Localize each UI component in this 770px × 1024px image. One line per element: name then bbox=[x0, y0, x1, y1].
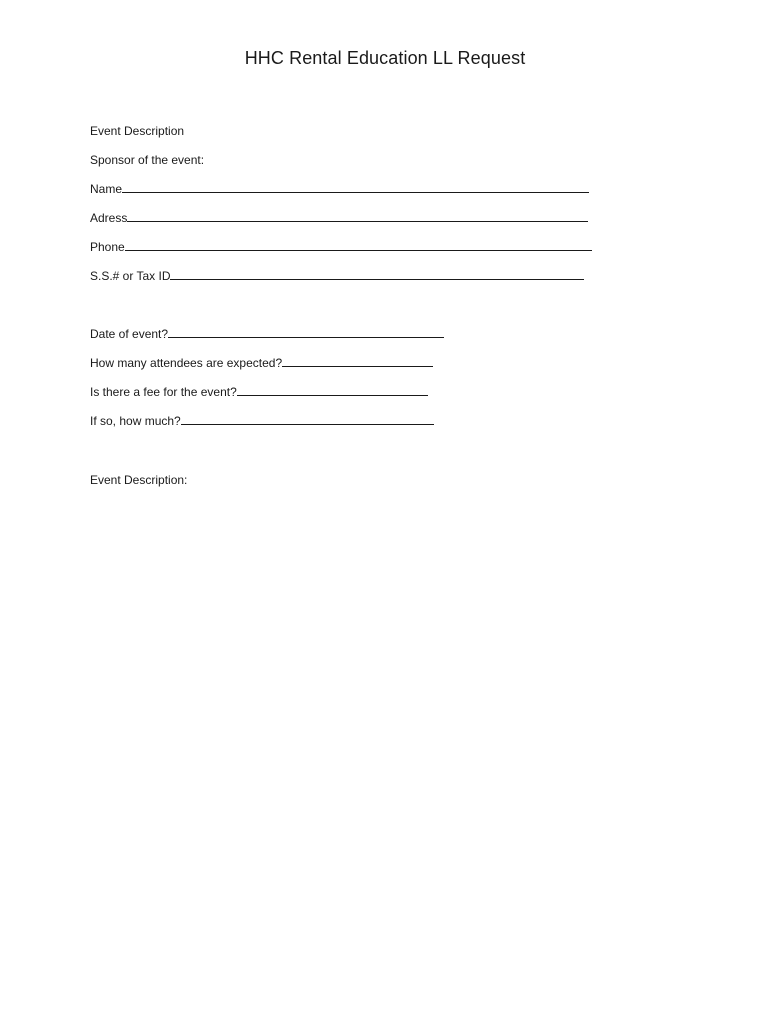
attendees-label: How many attendees are expected? bbox=[90, 356, 283, 370]
attendees-field[interactable] bbox=[90, 355, 433, 371]
document-title: HHC Rental Education LL Request bbox=[244, 48, 526, 68]
event-date-field[interactable] bbox=[90, 326, 444, 342]
fee-amount-field[interactable] bbox=[90, 413, 434, 429]
name-label: Name bbox=[90, 182, 123, 196]
fee-amount-label: If so, how much? bbox=[90, 414, 181, 428]
fee-label: Is there a fee for the event? bbox=[90, 385, 237, 399]
attendees-blank[interactable] bbox=[282, 355, 433, 367]
address-field[interactable] bbox=[90, 210, 588, 226]
name-blank[interactable] bbox=[122, 181, 589, 193]
event-date-blank[interactable] bbox=[168, 326, 444, 338]
sponsor-heading: Sponsor of the event: bbox=[90, 153, 205, 167]
phone-label: Phone bbox=[90, 240, 125, 254]
name-field[interactable] bbox=[90, 181, 589, 197]
phone-blank[interactable] bbox=[125, 239, 592, 251]
tax-id-field[interactable] bbox=[90, 268, 584, 284]
fee-field[interactable] bbox=[90, 384, 428, 400]
tax-id-label: S.S.# or Tax ID bbox=[90, 269, 171, 283]
tax-id-blank[interactable] bbox=[170, 268, 584, 280]
phone-field[interactable] bbox=[90, 239, 592, 255]
fee-amount-blank[interactable] bbox=[181, 413, 434, 425]
fee-blank[interactable] bbox=[237, 384, 428, 396]
address-blank[interactable] bbox=[127, 210, 588, 222]
event-description-label: Event Description: bbox=[90, 473, 188, 487]
address-label: Adress bbox=[90, 211, 128, 225]
event-description-heading: Event Description bbox=[90, 124, 185, 138]
event-date-label: Date of event? bbox=[90, 327, 169, 341]
